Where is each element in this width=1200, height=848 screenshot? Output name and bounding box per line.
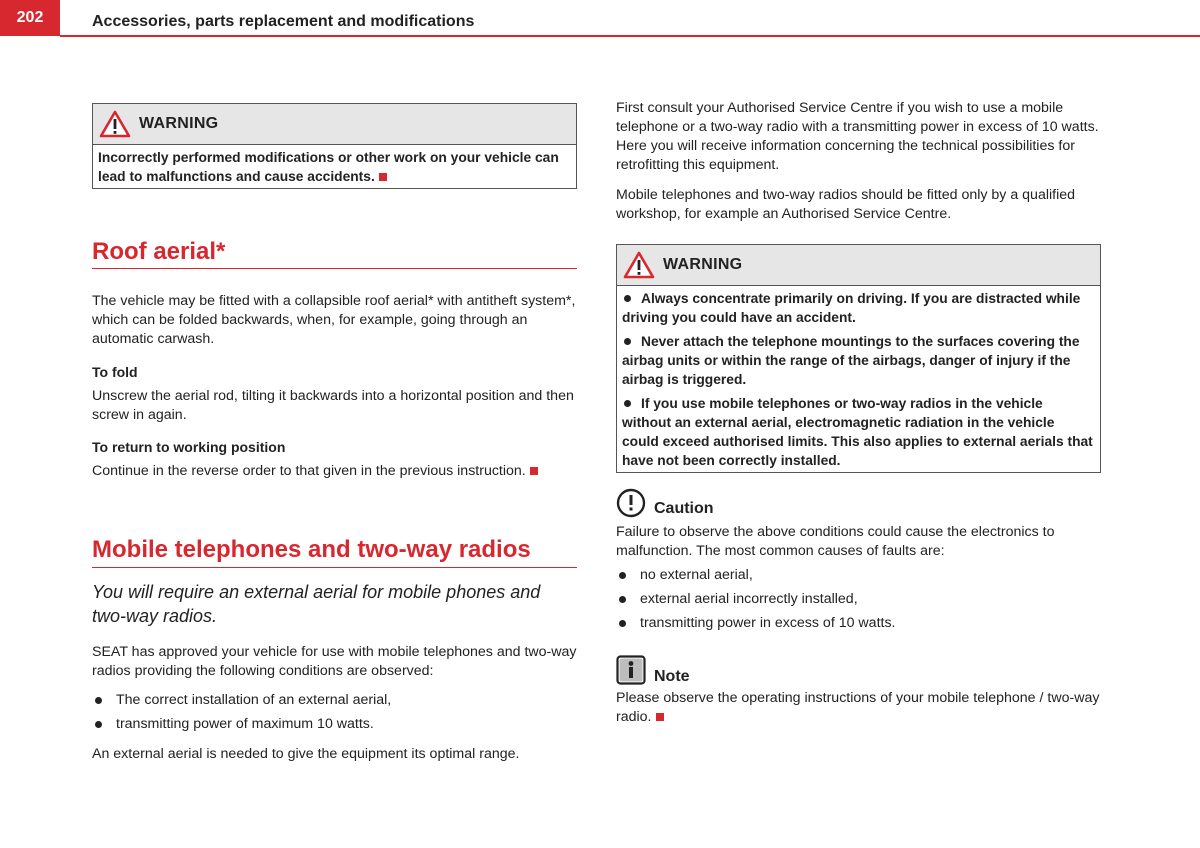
bullet-icon xyxy=(619,596,626,603)
bullet-icon xyxy=(619,620,626,627)
warning-body xyxy=(617,286,1100,472)
bullet-icon xyxy=(619,572,626,579)
chapter-title: Accessories, parts replacement and modifications xyxy=(92,13,475,30)
list-item xyxy=(92,691,577,710)
note-text xyxy=(616,689,1101,727)
info-note-icon xyxy=(616,655,646,685)
end-marker xyxy=(379,173,387,181)
bullet-icon xyxy=(95,721,102,728)
warning-header xyxy=(93,104,576,145)
return-text: Continue in the reverse order to that given in the previous instruction. xyxy=(92,463,526,479)
warning-label: WARNING xyxy=(139,115,219,132)
end-marker xyxy=(656,713,664,721)
caution-label: Caution xyxy=(654,500,714,517)
bullet-icon xyxy=(624,338,631,345)
warning-header xyxy=(617,245,1100,286)
end-marker xyxy=(530,467,538,475)
fold-instructions: Unscrew the aerial rod, tilting it backwards into a horizontal position and then screw in again. xyxy=(92,388,574,423)
bullet-icon xyxy=(624,400,631,407)
warning-item-text: Never attach the telephone mountings to the surfaces covering the airbag units or within the range of the airbags, danger of injury if the airbag is triggered. xyxy=(622,334,1080,387)
note-heading xyxy=(616,654,690,686)
section-heading-roof-aerial: Roof aerial* xyxy=(92,238,226,265)
external-aerial-text: An external aerial is needed to give the equipment its optimal range. xyxy=(92,746,520,762)
list-item-text: external aerial incorrectly installed, xyxy=(640,591,858,607)
warning-label: WARNING xyxy=(663,256,743,273)
heading-rule xyxy=(92,268,577,269)
list-item xyxy=(616,590,1101,609)
warning-triangle-icon xyxy=(623,251,655,279)
warning-box-telephones xyxy=(616,244,1101,473)
note-label: Note xyxy=(654,668,690,685)
list-item-text: no external aerial, xyxy=(640,567,753,583)
roof-aerial-description: The vehicle may be fitted with a collapsible roof aerial* with antitheft system*, which can be folded backwards, when, for example, going through an automatic carwash. xyxy=(92,293,576,347)
caution-text: Failure to observe the above conditions could cause the electronics to malfunction. The most common causes of faults are: xyxy=(616,524,1055,559)
exclamation-circle-icon xyxy=(616,488,646,518)
bullet-icon xyxy=(95,697,102,704)
subheading-return-position: To return to working position xyxy=(92,439,286,455)
conditions-list xyxy=(92,691,577,739)
warning-item-text: If you use mobile telephones or two-way radios in the vehicle without an external aerial, electromagnetic radiation in the vehicle could exceed authorised limits. This also applies to external aerials that have not been correctly installed. xyxy=(622,396,1093,468)
list-item-text: transmitting power in excess of 10 watts. xyxy=(640,615,896,631)
warning-triangle-icon xyxy=(99,110,131,138)
warning-text: Incorrectly performed modifications or other work on your vehicle can lead to malfunctions and cause accidents. xyxy=(98,150,559,184)
warning-item xyxy=(622,394,1095,470)
section-heading-mobile: Mobile telephones and two-way radios xyxy=(92,536,531,563)
bullet-icon xyxy=(624,295,631,302)
note-text-content: Please observe the operating instructions of your mobile telephone / two-way radio. xyxy=(616,690,1100,725)
list-item xyxy=(616,614,1101,633)
warning-body xyxy=(93,145,576,188)
warning-box-modifications xyxy=(92,103,577,189)
mobile-intro: You will require an external aerial for mobile phones and two-way radios. xyxy=(92,582,541,626)
return-instructions xyxy=(92,462,577,481)
list-item xyxy=(616,566,1101,585)
caution-heading xyxy=(616,488,714,518)
list-item xyxy=(92,715,577,734)
fault-causes-list xyxy=(616,566,1101,638)
header-rule xyxy=(60,35,1200,37)
warning-item xyxy=(622,332,1095,389)
page-header xyxy=(0,0,1200,38)
page-number: 202 xyxy=(0,0,60,36)
subheading-to-fold: To fold xyxy=(92,364,138,380)
qualified-workshop-text: Mobile telephones and two-way radios should be fitted only by a qualified workshop, for example an Authorised Service Centre. xyxy=(616,187,1076,222)
warning-item-text: Always concentrate primarily on driving. If you are distracted while driving you could have an accident. xyxy=(622,291,1081,325)
heading-rule xyxy=(92,567,577,568)
consult-service-centre-text: First consult your Authorised Service Centre if you wish to use a mobile telephone or a two-way radio with a transmitting power in excess of 10 watts. Here you will receive information concerning the technical possibilities for retrofitting this equipment. xyxy=(616,100,1099,173)
list-item-text: The correct installation of an external aerial, xyxy=(116,692,392,708)
list-item-text: transmitting power of maximum 10 watts. xyxy=(116,716,374,732)
mobile-approval-text: SEAT has approved your vehicle for use with mobile telephones and two-way radios providing the following conditions are observed: xyxy=(92,644,577,679)
warning-item xyxy=(622,289,1095,327)
